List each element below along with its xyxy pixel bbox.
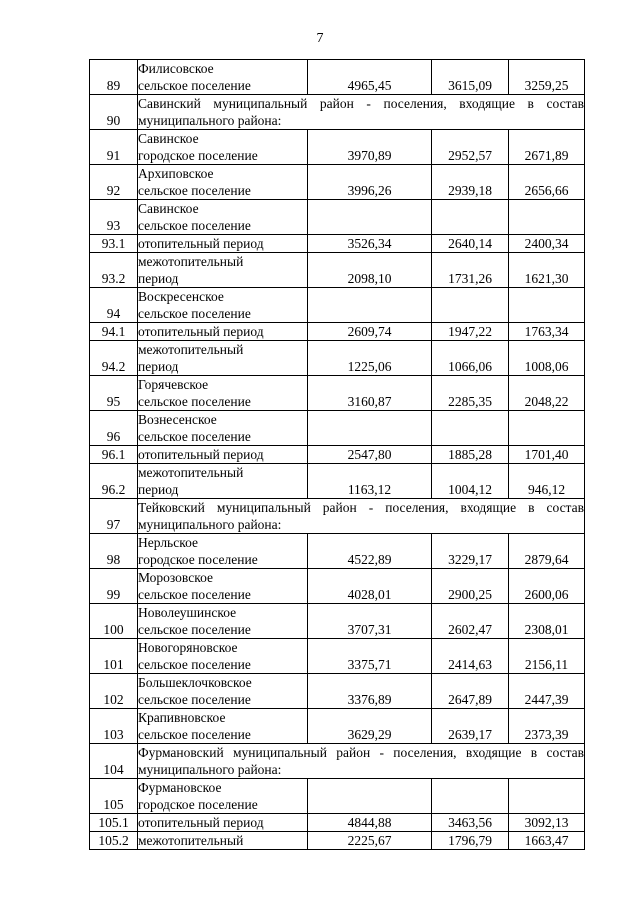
value-col-3: 2400,34 — [509, 235, 585, 253]
settlement-name-line2: городское поселение — [138, 551, 258, 567]
value-col-2: 1731,26 — [432, 253, 509, 288]
settlement-name — [138, 639, 308, 674]
settlement-name-line2: сельское поселение — [138, 691, 251, 707]
value-col-3: 2656,66 — [509, 165, 585, 200]
settlement-name — [138, 814, 308, 832]
table-row — [90, 60, 585, 95]
settlement-name — [138, 235, 308, 253]
value-col-2: 3615,09 — [432, 60, 509, 95]
value-col-3: 3259,25 — [509, 60, 585, 95]
settlement-name-line1: межотопительный — [138, 342, 244, 357]
table-row — [90, 832, 585, 850]
settlement-name-line2: период — [138, 358, 179, 374]
row-number: 92 — [90, 165, 138, 200]
table-row — [90, 639, 585, 674]
value-col-2: 2285,35 — [432, 376, 509, 411]
table-row — [90, 446, 585, 464]
settlement-name — [138, 376, 308, 411]
section-header: Тейковский муниципальный район - поселения, входящие в состав муниципального района: — [138, 500, 584, 532]
value-col-1: 2225,67 — [308, 832, 432, 850]
section-header: Фурмановский муниципальный район - поселения, входящие в состав муниципального района: — [138, 745, 584, 777]
row-number: 94 — [90, 288, 138, 323]
row-number: 95 — [90, 376, 138, 411]
value-col-3: 946,12 — [509, 464, 585, 499]
value-col-2: 1066,06 — [432, 341, 509, 376]
settlement-name — [138, 709, 308, 744]
row-number: 93 — [90, 200, 138, 235]
value-col-2: 2602,47 — [432, 604, 509, 639]
settlement-name-line2: период — [138, 481, 179, 497]
row-number: 98 — [90, 534, 138, 569]
settlement-name — [138, 341, 308, 376]
table-row — [90, 744, 585, 779]
value-col-1: 2547,80 — [308, 446, 432, 464]
settlement-name-line1: отопительный период — [138, 235, 264, 251]
value-col-1: 4965,45 — [308, 60, 432, 95]
value-col-2: 1004,12 — [432, 464, 509, 499]
settlement-name — [138, 130, 308, 165]
value-col-2: 2414,63 — [432, 639, 509, 674]
row-number: 91 — [90, 130, 138, 165]
table-row — [90, 95, 585, 130]
table-row — [90, 376, 585, 411]
value-col-2: 2939,18 — [432, 165, 509, 200]
settlement-name — [138, 446, 308, 464]
value-col-2: 1796,79 — [432, 832, 509, 850]
table-row — [90, 604, 585, 639]
table-row — [90, 235, 585, 253]
settlement-name — [138, 288, 308, 323]
settlement-name — [138, 464, 308, 499]
settlement-name — [138, 604, 308, 639]
table-row — [90, 709, 585, 744]
table-row — [90, 499, 585, 534]
value-col-1 — [308, 288, 432, 323]
table-row — [90, 200, 585, 235]
settlement-name-line2: сельское поселение — [138, 621, 251, 637]
value-col-3 — [509, 200, 585, 235]
value-col-3: 1621,30 — [509, 253, 585, 288]
settlement-name — [138, 323, 308, 341]
settlement-name — [138, 200, 308, 235]
settlement-name-line1: Крапивновское — [138, 710, 226, 725]
settlement-name-line2: сельское поселение — [138, 726, 251, 742]
row-number: 99 — [90, 569, 138, 604]
row-number: 104 — [90, 744, 138, 779]
settlement-name — [138, 832, 308, 850]
value-col-1: 3629,29 — [308, 709, 432, 744]
value-col-3: 1008,06 — [509, 341, 585, 376]
value-col-2: 3229,17 — [432, 534, 509, 569]
settlement-name-line1: Морозовское — [138, 570, 213, 585]
value-col-2: 2647,89 — [432, 674, 509, 709]
value-col-3: 2156,11 — [509, 639, 585, 674]
settlement-name-line1: Новогоряновское — [138, 640, 238, 655]
value-col-3: 2447,39 — [509, 674, 585, 709]
table-row — [90, 323, 585, 341]
value-col-3 — [509, 411, 585, 446]
settlement-name-line1: Фурмановское — [138, 780, 222, 795]
value-col-3: 2048,22 — [509, 376, 585, 411]
row-number: 93.2 — [90, 253, 138, 288]
value-col-1: 1225,06 — [308, 341, 432, 376]
settlement-name-line2: городское поселение — [138, 796, 258, 812]
settlement-name-line1: Савинское — [138, 131, 199, 146]
row-number: 97 — [90, 499, 138, 534]
table-row — [90, 130, 585, 165]
value-col-1 — [308, 779, 432, 814]
tariff-table-body — [90, 60, 585, 850]
settlement-name-line2: сельское поселение — [138, 77, 251, 93]
value-col-2: 2640,14 — [432, 235, 509, 253]
settlement-name-line1: Горячевское — [138, 377, 209, 392]
row-number: 94.1 — [90, 323, 138, 341]
value-col-3: 1701,40 — [509, 446, 585, 464]
value-col-1: 3526,34 — [308, 235, 432, 253]
row-number: 102 — [90, 674, 138, 709]
value-col-1 — [308, 200, 432, 235]
value-col-2: 2639,17 — [432, 709, 509, 744]
value-col-1: 1163,12 — [308, 464, 432, 499]
settlement-name-line1: отопительный период — [138, 323, 264, 339]
table-row — [90, 674, 585, 709]
settlement-name-line1: Нерльское — [138, 535, 198, 550]
row-number: 101 — [90, 639, 138, 674]
value-col-1: 2098,10 — [308, 253, 432, 288]
value-col-2 — [432, 779, 509, 814]
table-row — [90, 534, 585, 569]
value-col-3 — [509, 288, 585, 323]
value-col-2 — [432, 288, 509, 323]
settlement-name-line1: межотопительный — [138, 254, 244, 269]
value-col-3: 2373,39 — [509, 709, 585, 744]
row-number: 105.1 — [90, 814, 138, 832]
settlement-name-line1: межотопительный — [138, 465, 244, 480]
settlement-name-line1: межотопительный — [138, 832, 244, 848]
value-col-3 — [509, 779, 585, 814]
value-col-3: 1763,34 — [509, 323, 585, 341]
value-col-1: 4844,88 — [308, 814, 432, 832]
value-col-1: 3375,71 — [308, 639, 432, 674]
page-number: 7 — [316, 31, 324, 46]
row-number: 105.2 — [90, 832, 138, 850]
value-col-1: 4028,01 — [308, 569, 432, 604]
value-col-2 — [432, 200, 509, 235]
value-col-1: 3707,31 — [308, 604, 432, 639]
tariff-table — [89, 59, 585, 850]
settlement-name-line1: Воскресенское — [138, 289, 224, 304]
settlement-name-line1: Вознесенское — [138, 412, 217, 427]
value-col-3: 2308,01 — [509, 604, 585, 639]
table-row — [90, 411, 585, 446]
settlement-name — [138, 534, 308, 569]
value-col-2 — [432, 411, 509, 446]
settlement-name-line1: Филисовское — [138, 61, 214, 76]
value-col-2: 3463,56 — [432, 814, 509, 832]
settlement-name-line2: сельское поселение — [138, 217, 251, 233]
value-col-1: 3996,26 — [308, 165, 432, 200]
value-col-1: 4522,89 — [308, 534, 432, 569]
row-number: 96.2 — [90, 464, 138, 499]
value-col-3: 3092,13 — [509, 814, 585, 832]
row-number: 100 — [90, 604, 138, 639]
row-number: 96 — [90, 411, 138, 446]
table-row — [90, 253, 585, 288]
settlement-name-line1: отопительный период — [138, 446, 264, 462]
table-row — [90, 464, 585, 499]
table-row — [90, 288, 585, 323]
settlement-name-line1: Новолеушинское — [138, 605, 237, 620]
settlement-name-line1: Большеклочковское — [138, 675, 252, 690]
settlement-name — [138, 674, 308, 709]
table-row — [90, 779, 585, 814]
row-number: 96.1 — [90, 446, 138, 464]
value-col-1: 3376,89 — [308, 674, 432, 709]
section-header: Савинский муниципальный район - поселения, входящие в состав муниципального района: — [138, 96, 584, 128]
settlement-name-line2: городское поселение — [138, 147, 258, 163]
settlement-name — [138, 253, 308, 288]
settlement-name — [138, 411, 308, 446]
settlement-name-line2: сельское поселение — [138, 656, 251, 672]
value-col-1: 3970,89 — [308, 130, 432, 165]
value-col-1: 3160,87 — [308, 376, 432, 411]
row-number: 103 — [90, 709, 138, 744]
row-number: 93.1 — [90, 235, 138, 253]
value-col-3: 2600,06 — [509, 569, 585, 604]
settlement-name-line2: сельское поселение — [138, 428, 251, 444]
table-row — [90, 569, 585, 604]
table-row — [90, 341, 585, 376]
settlement-name — [138, 165, 308, 200]
value-col-3: 1663,47 — [509, 832, 585, 850]
value-col-2: 2900,25 — [432, 569, 509, 604]
table-row — [90, 165, 585, 200]
row-number: 90 — [90, 95, 138, 130]
value-col-1: 2609,74 — [308, 323, 432, 341]
value-col-3: 2879,64 — [509, 534, 585, 569]
row-number: 94.2 — [90, 341, 138, 376]
row-number: 105 — [90, 779, 138, 814]
settlement-name-line1: Савинское — [138, 201, 199, 216]
settlement-name-line2: сельское поселение — [138, 305, 251, 321]
settlement-name — [138, 779, 308, 814]
value-col-2: 1947,22 — [432, 323, 509, 341]
settlement-name-line2: сельское поселение — [138, 182, 251, 198]
value-col-2: 2952,57 — [432, 130, 509, 165]
value-col-1 — [308, 411, 432, 446]
value-col-3: 2671,89 — [509, 130, 585, 165]
settlement-name — [138, 60, 308, 95]
settlement-name-line2: сельское поселение — [138, 393, 251, 409]
settlement-name-line1: Архиповское — [138, 166, 214, 181]
settlement-name-line2: период — [138, 270, 179, 286]
table-row — [90, 814, 585, 832]
row-number: 89 — [90, 60, 138, 95]
settlement-name-line1: отопительный период — [138, 814, 264, 830]
settlement-name — [138, 569, 308, 604]
settlement-name-line2: сельское поселение — [138, 586, 251, 602]
value-col-2: 1885,28 — [432, 446, 509, 464]
